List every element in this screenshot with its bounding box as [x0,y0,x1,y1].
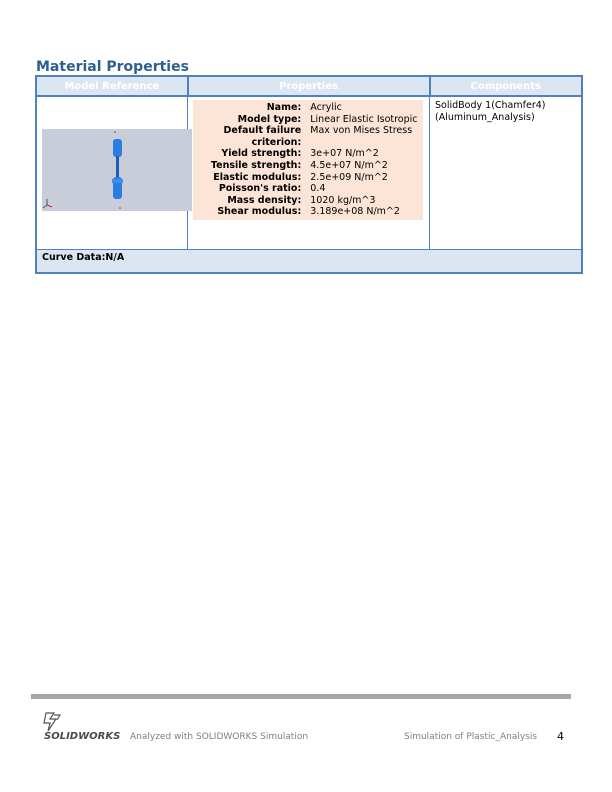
property-row [193,172,423,184]
header-components: Components [430,76,583,96]
components-cell: SolidBody 1(Chamfer4)(Aluminum_Analysis) [430,96,583,250]
property-row [193,206,423,218]
property-row [193,102,423,114]
property-label: Poisson's ratio: [218,183,302,195]
property-value: 4.5e+07 N/m^2 [310,159,388,171]
property-row [193,195,423,207]
property-label: Tensile strength: [210,159,302,171]
footer-study-name: Simulation of Plastic_Analysis [404,732,538,742]
property-value: 3.189e+08 N/m^2 [310,206,400,218]
property-label: Elastic modulus: [213,171,302,183]
property-label: Model type: [237,113,302,125]
property-row [193,183,423,195]
property-value: Acrylic [310,102,342,113]
property-value: Max von Mises Stress [310,125,413,137]
curve-data-row [36,250,582,274]
property-value: 0.4 [310,183,326,195]
table-header-row [36,76,582,96]
property-value: 1020 kg/m^3 [310,194,376,206]
header-model-reference: Model Reference [36,76,188,96]
property-label: Default failure criterion: [223,125,302,148]
property-row [193,160,423,172]
curve-data-cell: Curve Data:N/A [36,250,582,274]
property-row [193,148,423,160]
properties-box [193,100,423,220]
property-label: Name: [266,102,302,113]
property-label: Mass density: [227,194,302,206]
header-properties: Properties [188,76,430,96]
property-value: 3e+07 N/m^2 [310,148,379,160]
property-row [193,125,423,148]
solidworks-logo-text: SOLIDWORKS [44,731,121,742]
material-properties-table [35,75,583,274]
page-number: 4 [557,730,564,743]
material-row [36,96,582,250]
property-value: 2.5e+09 N/m^2 [310,171,388,183]
section-title: Material Properties [36,59,189,75]
footer-analyzed-with: Analyzed with SOLIDWORKS Simulation [130,732,309,742]
property-label: Yield strength: [221,148,302,160]
footer-divider [31,694,571,699]
model-preview-image [42,129,192,211]
properties-cell [188,96,430,250]
property-value: Linear Elastic Isotropic [310,113,418,125]
model-reference-cell [36,96,188,250]
property-label: Shear modulus: [217,206,302,218]
property-row [193,114,423,126]
